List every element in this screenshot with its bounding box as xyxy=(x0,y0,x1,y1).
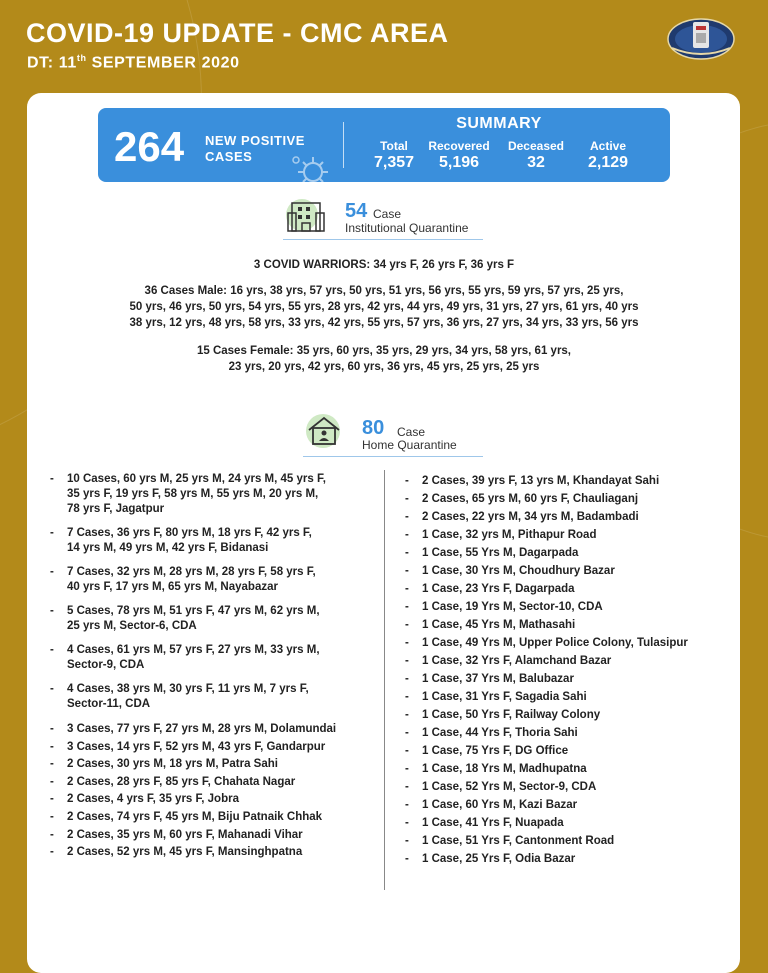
home-list-item: - 1 Case, 75 Yrs F, DG Office xyxy=(405,742,735,760)
home-list-item: - 2 Cases, 35 yrs M, 60 yrs F, Mahanadi Vihar xyxy=(50,827,385,845)
institutional-label: Institutional Quarantine xyxy=(345,221,469,235)
home-list-item: - 1 Case, 45 Yrs M, Mathasahi xyxy=(405,616,735,634)
male-cases-text: 36 Cases Male: 16 yrs, 38 yrs, 57 yrs, 50 yrs, 51 yrs, 56 yrs, 55 yrs, 59 yrs, 57 yrs, 25 yrs, 50 yrs, 46 yrs, 50 yrs, 54 yrs, 55 yrs, 28 yrs, 42 yrs, 44 yrs, 49 yrs, 31 yrs, 27 yrs, 61 yrs, 40 yrs 38 yrs, 12 yrs, 48 yrs, 58 yrs, 33 yrs, 42 yrs, 55 yrs, 57 yrs, 36 yrs, 27 yrs, 34 yrs, 33 yrs, 56 yrs xyxy=(129,285,639,329)
home-list-item: - 2 Cases, 74 yrs F, 45 yrs M, Biju Patnaik Chhak xyxy=(50,809,385,827)
institutional-underline xyxy=(283,239,483,240)
summary-banner xyxy=(98,108,670,182)
home-list-item: - 2 Cases, 39 yrs F, 13 yrs M, Khandayat Sahi xyxy=(405,472,735,490)
new-positive-label: NEW POSITIVE CASES xyxy=(205,133,305,164)
home-list-item: - 3 Cases, 77 yrs F, 27 yrs M, 28 yrs M, Dolamundai xyxy=(50,721,385,739)
home-list-item: - 1 Case, 30 Yrs M, Choudhury Bazar xyxy=(405,562,735,580)
home-list-item: - 4 Cases, 38 yrs M, 30 yrs F, 11 yrs M, 7 yrs F, Sector-11, CDA xyxy=(50,682,385,712)
hospital-building-icon xyxy=(284,195,328,235)
home-list-item: - 1 Case, 31 Yrs F, Sagadia Sahi xyxy=(405,688,735,706)
home-list-item: - 2 Cases, 22 yrs M, 34 yrs M, Badambadi xyxy=(405,508,735,526)
home-list-item: - 5 Cases, 78 yrs M, 51 yrs F, 47 yrs M, 62 yrs M, 25 yrs M, Sector-6, CDA xyxy=(50,604,385,634)
home-list-item: - 4 Cases, 61 yrs M, 57 yrs F, 27 yrs M, 33 yrs M, Sector-9, CDA xyxy=(50,643,385,673)
home-list-item: - 7 Cases, 32 yrs M, 28 yrs M, 28 yrs F, 58 yrs F, 40 yrs F, 17 yrs M, 65 yrs M, Nayabazar xyxy=(50,565,385,595)
institutional-count: 54 xyxy=(345,200,368,222)
home-list-item: - 1 Case, 41 Yrs F, Nuapada xyxy=(405,814,735,832)
home-list-item: - 3 Cases, 14 yrs F, 52 yrs M, 43 yrs F, Gandarpur xyxy=(50,739,385,757)
home-list-item: - 1 Case, 51 Yrs F, Cantonment Road xyxy=(405,832,735,850)
stat-deceased: Deceased 32 xyxy=(507,139,565,171)
virus-icon xyxy=(288,148,338,182)
summary-title: SUMMARY xyxy=(456,115,542,132)
home-list-item: - 2 Cases, 30 yrs M, 18 yrs M, Patra Sahi xyxy=(50,756,385,774)
new-positive-count: 264 xyxy=(114,123,185,170)
home-list-left xyxy=(50,472,385,862)
home-list-item: - 2 Cases, 4 yrs F, 35 yrs F, Jobra xyxy=(50,791,385,809)
home-list-right xyxy=(405,472,735,868)
home-list-item: - 1 Case, 19 Yrs M, Sector-10, CDA xyxy=(405,598,735,616)
home-count: 80 xyxy=(362,417,385,439)
home-list-item: - 1 Case, 49 Yrs M, Upper Police Colony, Tulasipur xyxy=(405,634,735,652)
home-list-item: - 10 Cases, 60 yrs M, 25 yrs M, 24 yrs M, 45 yrs F, 35 yrs F, 19 yrs F, 58 yrs M, 55 yrs M, 20 yrs M, 78 yrs F, Jagatpur xyxy=(50,472,385,517)
page-title: COVID-19 UPDATE - CMC AREA xyxy=(26,18,449,48)
home-list-item: - 1 Case, 32 yrs M, Pithapur Road xyxy=(405,526,735,544)
home-label: Home Quarantine xyxy=(362,438,457,452)
home-case-word: Case xyxy=(397,425,426,439)
home-list-item: - 1 Case, 18 Yrs M, Madhupatna xyxy=(405,760,735,778)
home-list-item: - 7 Cases, 36 yrs F, 80 yrs M, 18 yrs F, 42 yrs F, 14 yrs M, 49 yrs M, 42 yrs F, Bidanasi xyxy=(50,526,385,556)
female-cases-text: 15 Cases Female: 35 yrs, 60 yrs, 35 yrs, 29 yrs, 34 yrs, 58 yrs, 61 yrs, 23 yrs, 20 yrs, 42 yrs, 60 yrs, 36 yrs, 45 yrs, 25 yrs, 25 yrs xyxy=(196,345,572,373)
home-icon xyxy=(303,412,345,450)
page-date: DT: 11th SEPTEMBER 2020 xyxy=(27,53,240,72)
covid-warriors-text: 3 COVID WARRIORS: 34 yrs F, 26 yrs F, 36 yrs F xyxy=(253,259,515,271)
stat-recovered: Recovered 5,196 xyxy=(428,139,490,171)
home-list-item: - 2 Cases, 65 yrs M, 60 yrs F, Chauliaganj xyxy=(405,490,735,508)
stat-total: Total 7,357 xyxy=(373,139,415,171)
home-list-item: - 2 Cases, 28 yrs F, 85 yrs F, Chahata Nagar xyxy=(50,774,385,792)
municipal-corporation-logo xyxy=(666,14,736,60)
stat-active: Active 2,129 xyxy=(587,139,629,171)
institutional-case-word: Case xyxy=(373,207,402,221)
home-list-item: - 1 Case, 25 Yrs F, Odia Bazar xyxy=(405,850,735,868)
home-list-item: - 1 Case, 32 Yrs F, Alamchand Bazar xyxy=(405,652,735,670)
home-list-item: - 1 Case, 50 Yrs F, Railway Colony xyxy=(405,706,735,724)
home-list-item: - 1 Case, 23 Yrs F, Dagarpada xyxy=(405,580,735,598)
home-list-item: - 1 Case, 44 Yrs F, Thoria Sahi xyxy=(405,724,735,742)
home-list-item: - 1 Case, 60 Yrs M, Kazi Bazar xyxy=(405,796,735,814)
column-divider xyxy=(384,470,385,890)
home-underline xyxy=(303,456,483,457)
home-list-item: - 1 Case, 55 Yrs M, Dagarpada xyxy=(405,544,735,562)
summary-divider xyxy=(343,122,344,168)
home-list-item: - 2 Cases, 52 yrs M, 45 yrs F, Mansinghpatna xyxy=(50,844,385,862)
home-list-item: - 1 Case, 52 Yrs M, Sector-9, CDA xyxy=(405,778,735,796)
home-list-item: - 1 Case, 37 Yrs M, Balubazar xyxy=(405,670,735,688)
